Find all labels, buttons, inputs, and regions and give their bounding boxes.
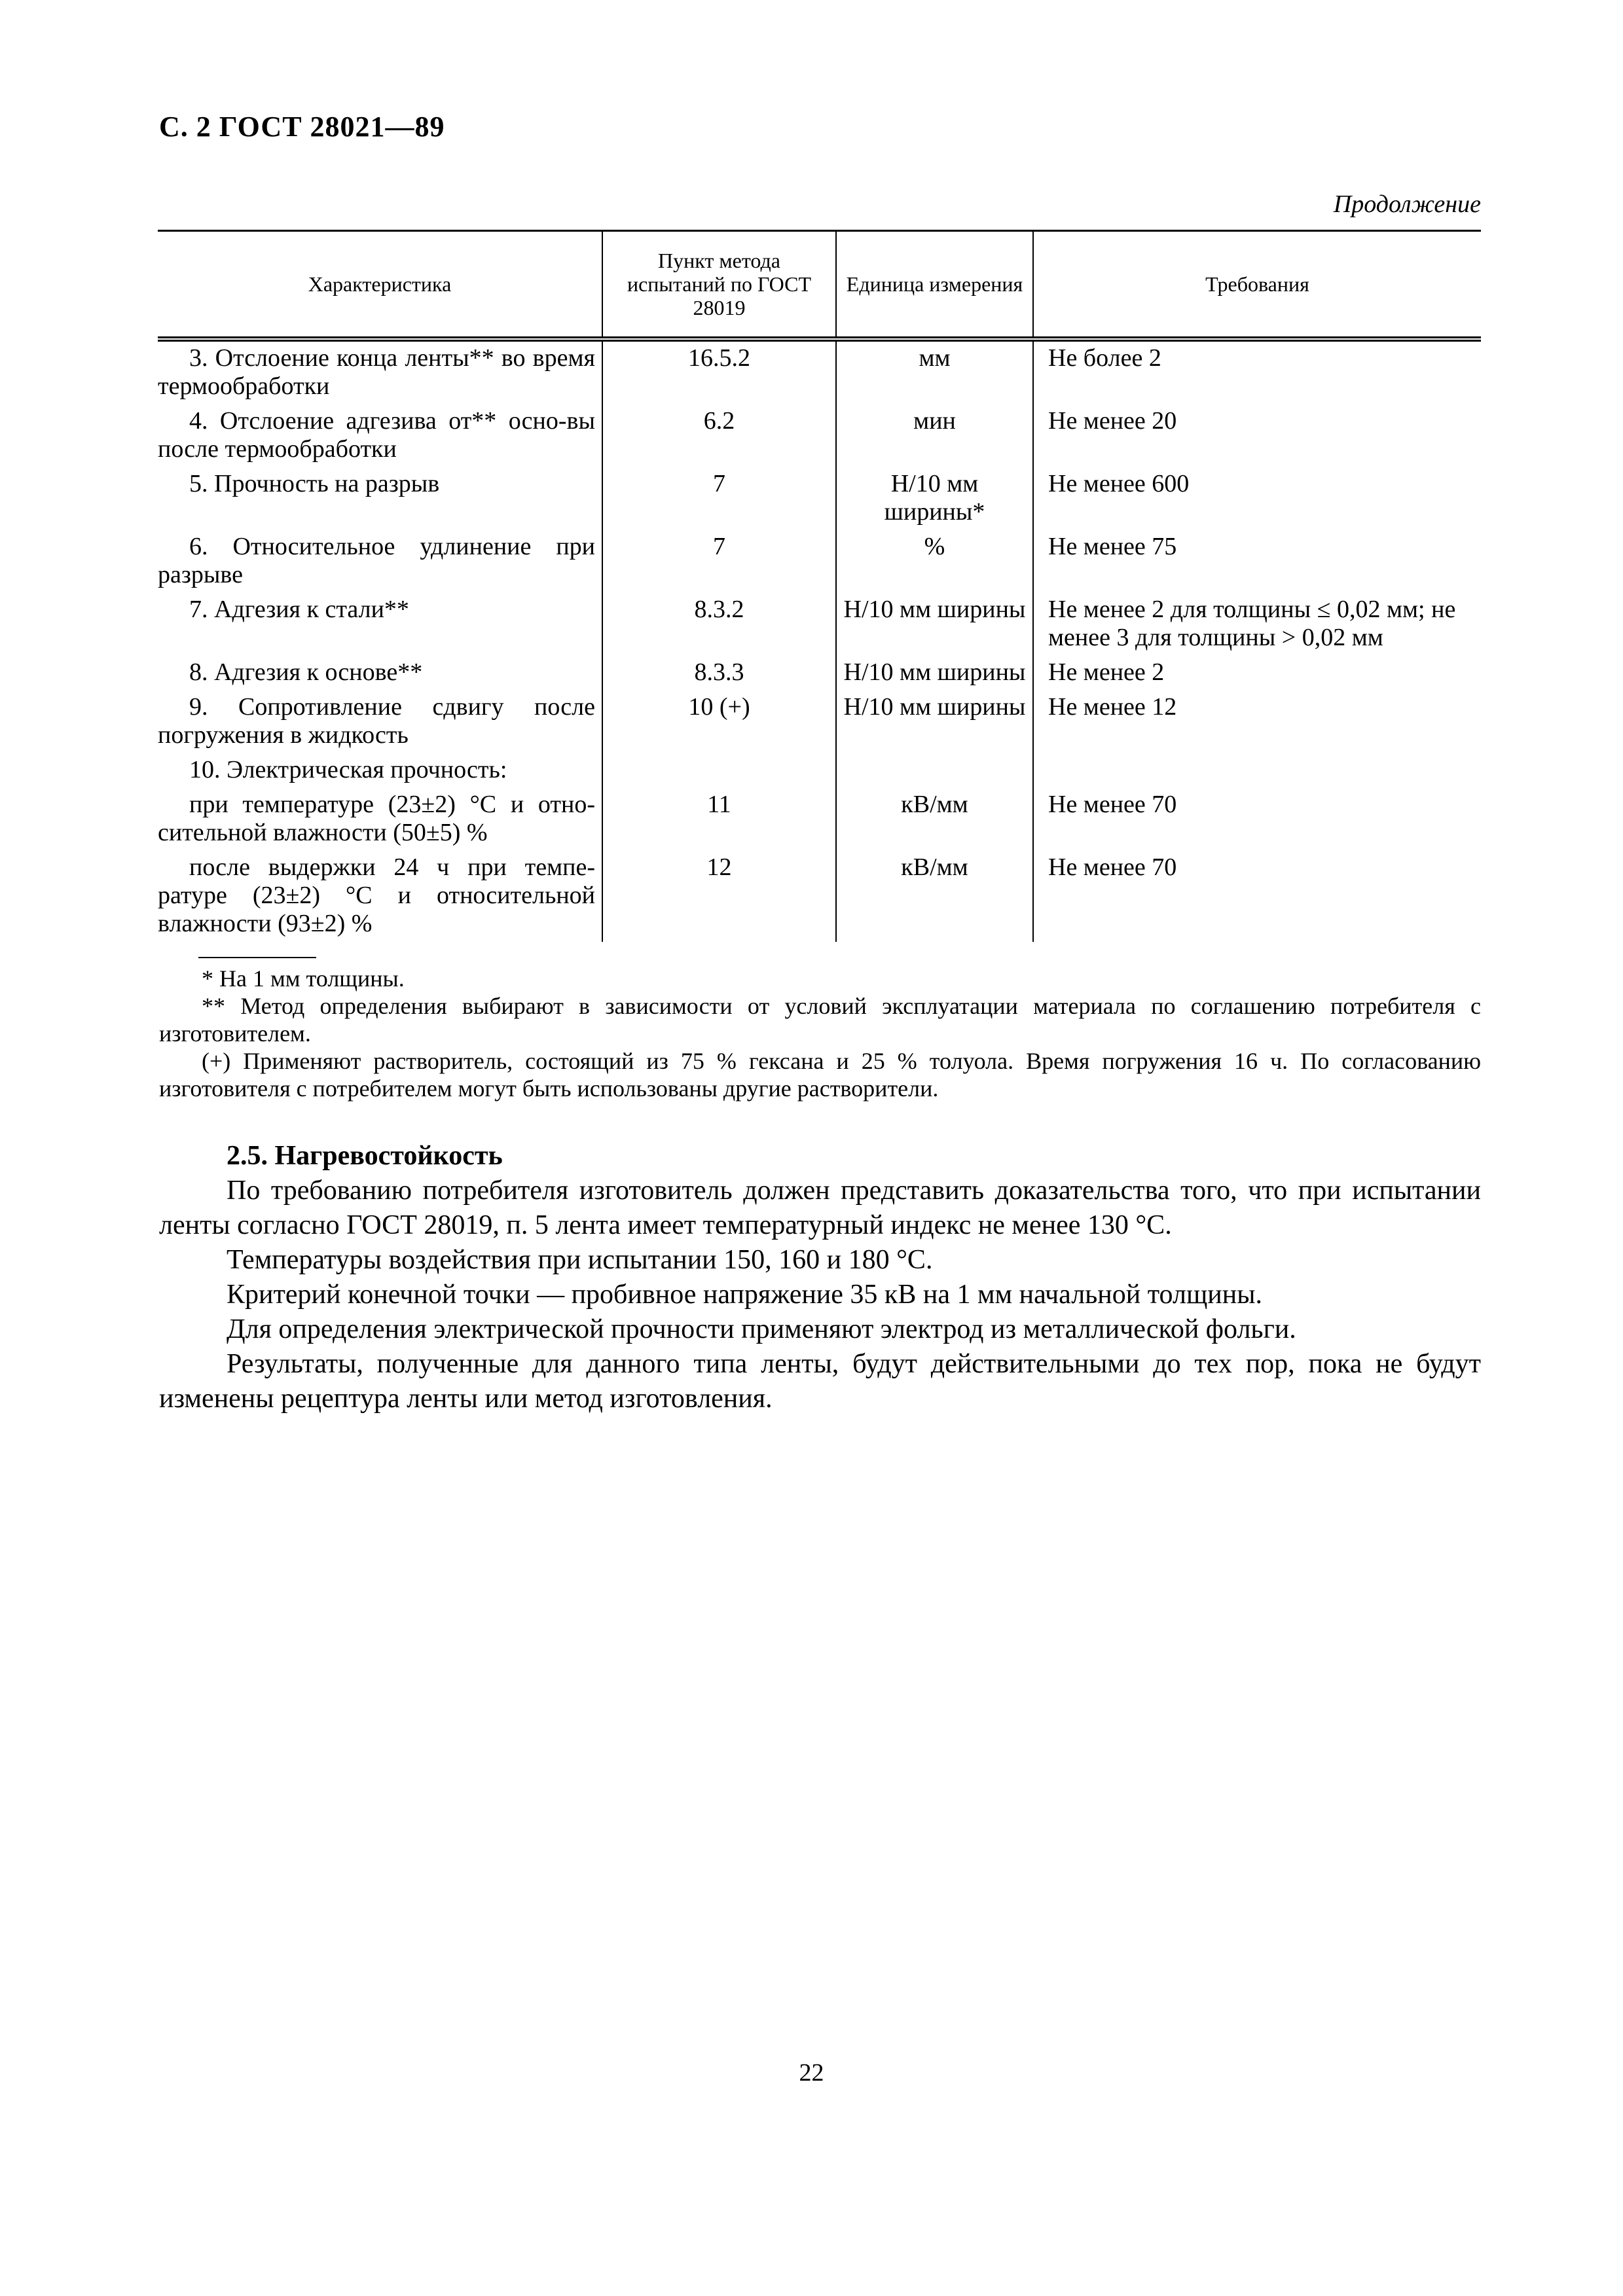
cell-characteristic: 9. Сопротивление сдвигу после погружения в жидкость (158, 693, 595, 749)
cell-unit: мин (836, 404, 1033, 467)
cell-clause: 12 (602, 851, 836, 942)
cell-characteristic: 4. Отслоение адгезива от** осно-вы после термообработки (158, 407, 595, 463)
cell-clause: 16.5.2 (602, 339, 836, 404)
cell-characteristic: 5. Прочность на разрыв (189, 470, 440, 497)
table-row (158, 788, 1481, 851)
column-header-clause: Пункт метода испытаний по ГОСТ 28019 (602, 231, 836, 340)
cell-clause: 10 (+) (602, 691, 836, 753)
table-row (158, 593, 1481, 656)
cell-unit: Н/10 мм ширины (836, 593, 1033, 656)
footnote: (+) Применяют растворитель, состоящий из 75 % гексана и 25 % толуола. Время погружения 16 ч. По согласованию изготовителя с потребителем могут быть использованы другие растворители. (159, 1048, 1481, 1102)
cell-characteristic: 10. Электрическая прочность: (189, 756, 507, 783)
cell-characteristic: 3. Отслоение конца ленты** во время термообработки (158, 344, 595, 400)
cell-requirement: Не менее 75 (1033, 530, 1481, 593)
cell-requirement: Не менее 70 (1033, 851, 1481, 942)
cell-requirement: Не менее 70 (1033, 788, 1481, 851)
requirements-table (158, 230, 1481, 942)
paragraph: По требованию потребителя изготовитель должен представить доказательства того, что при испытании ленты согласно ГОСТ 28019, п. 5 лента имеет температурный индекс не менее 130 °С. (159, 1175, 1481, 1240)
table-row (158, 753, 1481, 788)
cell-characteristic: после выдержки 24 ч при темпе-ратуре (23±2) °С и относительной влажности (93±2) % (158, 853, 595, 937)
cell-requirement: Не более 2 (1033, 339, 1481, 404)
cell-requirement: Не менее 12 (1033, 691, 1481, 753)
cell-clause: 8.3.3 (602, 656, 836, 691)
cell-unit: кВ/мм (836, 788, 1033, 851)
paragraph: Результаты, полученные для данного типа ленты, будут действительными до тех пор, пока не будут изменены рецептура ленты или метод изготовления. (159, 1349, 1481, 1414)
continuation-label: Продолжение (1333, 190, 1481, 218)
requirements-table-container (158, 230, 1481, 942)
cell-characteristic: 6. Относительное удлинение при разрыве (158, 533, 595, 588)
cell-requirement: Не менее 20 (1033, 404, 1481, 467)
cell-unit (836, 753, 1033, 788)
cell-unit: кВ/мм (836, 851, 1033, 942)
table-row (158, 691, 1481, 753)
table-row (158, 851, 1481, 942)
cell-clause (602, 753, 836, 788)
footnotes (159, 965, 1481, 1102)
paragraph: Для определения электрической прочности применяют электрод из металлической фольги. (227, 1314, 1296, 1344)
page-number: 22 (799, 2059, 824, 2087)
section-heat-resistance (159, 1139, 1481, 1416)
section-heading: 2.5. Нагревостойкость (227, 1141, 503, 1171)
cell-characteristic: 8. Адгезия к основе** (189, 658, 423, 686)
table-row (158, 530, 1481, 593)
cell-requirement: Не менее 2 для толщины ≤ 0,02 мм; не менее 3 для толщины > 0,02 мм (1033, 593, 1481, 656)
cell-clause: 6.2 (602, 404, 836, 467)
cell-clause: 7 (602, 530, 836, 593)
cell-clause: 7 (602, 467, 836, 530)
footnote: * На 1 мм толщины. (202, 965, 405, 992)
cell-unit: Н/10 мм ширины (836, 656, 1033, 691)
cell-clause: 11 (602, 788, 836, 851)
paragraph: Критерий конечной точки — пробивное напряжение 35 кВ на 1 мм начальной толщины. (227, 1280, 1262, 1310)
cell-requirement: Не менее 2 (1033, 656, 1481, 691)
footnote-divider (198, 957, 316, 958)
cell-clause: 8.3.2 (602, 593, 836, 656)
table-header-row (158, 231, 1481, 340)
cell-requirement: Не менее 600 (1033, 467, 1481, 530)
cell-unit: % (836, 530, 1033, 593)
cell-unit: Н/10 мм ширины (836, 691, 1033, 753)
column-header-requirement: Требования (1033, 231, 1481, 340)
column-header-unit: Единица измерения (836, 231, 1033, 340)
page-header: С. 2 ГОСТ 28021—89 (159, 111, 445, 143)
table-row (158, 467, 1481, 530)
cell-unit: мм (836, 339, 1033, 404)
cell-characteristic: 7. Адгезия к стали** (189, 596, 409, 623)
column-header-characteristic: Характеристика (158, 231, 602, 340)
table-row (158, 404, 1481, 467)
table-row (158, 656, 1481, 691)
table-row (158, 339, 1481, 404)
paragraph: Температуры воздействия при испытании 150, 160 и 180 °С. (227, 1245, 933, 1275)
cell-requirement (1033, 753, 1481, 788)
cell-unit: Н/10 мм ширины* (836, 467, 1033, 530)
cell-characteristic: при температуре (23±2) °С и отно-сительной влажности (50±5) % (158, 791, 595, 846)
footnote: ** Метод определения выбирают в зависимости от условий эксплуатации материала по соглашению потребителя с изготовителем. (159, 993, 1481, 1047)
